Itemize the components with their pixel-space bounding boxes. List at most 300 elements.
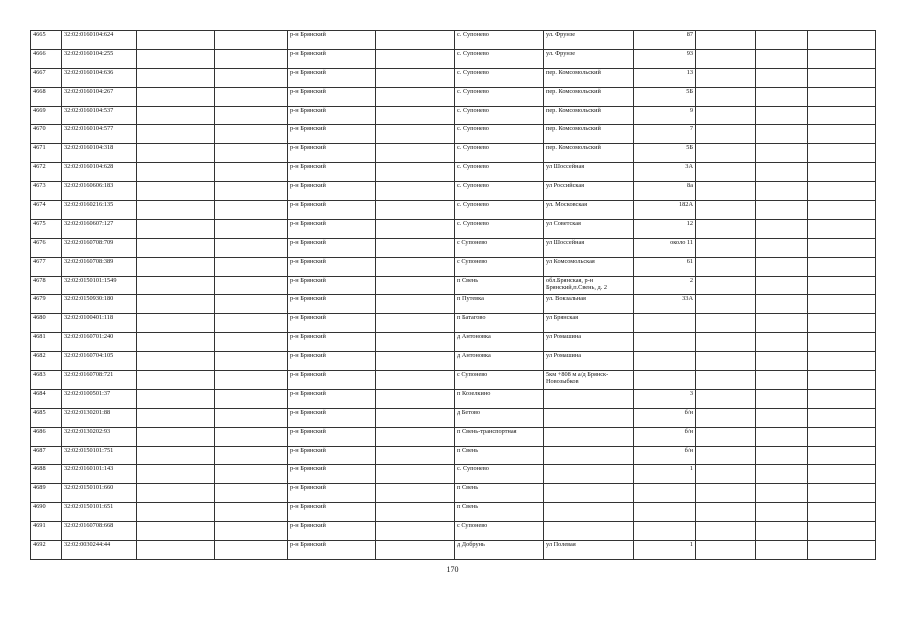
empty-cell bbox=[215, 408, 288, 427]
cadastral-number-cell: 32:02:0160104:624 bbox=[62, 31, 137, 50]
cadastral-number-cell: 32:02:0160104:267 bbox=[62, 87, 137, 106]
empty-cell bbox=[376, 503, 455, 522]
house-number-cell: 3 bbox=[634, 389, 696, 408]
empty-cell bbox=[376, 31, 455, 50]
row-number-cell: 4685 bbox=[31, 408, 62, 427]
street-cell bbox=[544, 427, 634, 446]
empty-cell bbox=[756, 408, 808, 427]
empty-cell bbox=[756, 314, 808, 333]
table-row bbox=[31, 163, 876, 182]
row-number-cell: 4669 bbox=[31, 106, 62, 125]
empty-cell bbox=[808, 125, 876, 144]
street-cell: ул Шоссейная bbox=[544, 238, 634, 257]
district-cell: р-н Брянский bbox=[288, 144, 376, 163]
empty-cell bbox=[756, 295, 808, 314]
empty-cell bbox=[376, 389, 455, 408]
empty-cell bbox=[756, 446, 808, 465]
cadastral-number-cell: 32:02:0160104:636 bbox=[62, 68, 137, 87]
empty-cell bbox=[756, 163, 808, 182]
empty-cell bbox=[376, 238, 455, 257]
empty-cell bbox=[808, 68, 876, 87]
street-cell: ул Ромашина bbox=[544, 333, 634, 352]
empty-cell bbox=[137, 522, 215, 541]
district-cell: р-н Брянский bbox=[288, 276, 376, 295]
empty-cell bbox=[137, 257, 215, 276]
district-cell: р-н Брянский bbox=[288, 352, 376, 371]
street-cell: ул Российская bbox=[544, 182, 634, 201]
empty-cell bbox=[696, 238, 756, 257]
empty-cell bbox=[808, 106, 876, 125]
table-row bbox=[31, 295, 876, 314]
locality-cell: с. Супонево bbox=[455, 125, 544, 144]
cadastral-number-cell: 32:02:0160104:628 bbox=[62, 163, 137, 182]
empty-cell bbox=[215, 503, 288, 522]
row-number-cell: 4673 bbox=[31, 182, 62, 201]
empty-cell bbox=[215, 427, 288, 446]
page-number: 170 bbox=[446, 565, 459, 574]
table-row bbox=[31, 541, 876, 560]
empty-cell bbox=[376, 49, 455, 68]
table-row bbox=[31, 144, 876, 163]
empty-cell bbox=[756, 503, 808, 522]
empty-cell bbox=[696, 333, 756, 352]
street-cell: пер. Комсомольский bbox=[544, 87, 634, 106]
locality-cell: с Супонево bbox=[455, 257, 544, 276]
empty-cell bbox=[696, 352, 756, 371]
house-number-cell: 7 bbox=[634, 125, 696, 144]
empty-cell bbox=[756, 144, 808, 163]
empty-cell bbox=[696, 106, 756, 125]
house-number-cell: б/н bbox=[634, 408, 696, 427]
empty-cell bbox=[137, 408, 215, 427]
empty-cell bbox=[376, 219, 455, 238]
cadastral-number-cell: 32:02:0160701:240 bbox=[62, 333, 137, 352]
locality-cell: с. Супонево bbox=[455, 201, 544, 220]
row-number-cell: 4671 bbox=[31, 144, 62, 163]
empty-cell bbox=[376, 314, 455, 333]
row-number-cell: 4670 bbox=[31, 125, 62, 144]
empty-cell bbox=[808, 163, 876, 182]
row-number-cell: 4675 bbox=[31, 219, 62, 238]
street-cell bbox=[544, 484, 634, 503]
empty-cell bbox=[808, 276, 876, 295]
locality-cell: п Путевка bbox=[455, 295, 544, 314]
empty-cell bbox=[137, 352, 215, 371]
empty-cell bbox=[808, 238, 876, 257]
row-number-cell: 4682 bbox=[31, 352, 62, 371]
locality-cell: с. Супонево bbox=[455, 163, 544, 182]
table-row bbox=[31, 446, 876, 465]
street-cell: ул Советская bbox=[544, 219, 634, 238]
house-number-cell: около 11 bbox=[634, 238, 696, 257]
table-row bbox=[31, 87, 876, 106]
empty-cell bbox=[808, 49, 876, 68]
empty-cell bbox=[808, 465, 876, 484]
empty-cell bbox=[215, 182, 288, 201]
empty-cell bbox=[696, 427, 756, 446]
row-number-cell: 4676 bbox=[31, 238, 62, 257]
district-cell: р-н Брянский bbox=[288, 31, 376, 50]
locality-cell: с. Супонево bbox=[455, 182, 544, 201]
house-number-cell bbox=[634, 314, 696, 333]
empty-cell bbox=[215, 31, 288, 50]
empty-cell bbox=[215, 163, 288, 182]
empty-cell bbox=[808, 295, 876, 314]
table-row bbox=[31, 314, 876, 333]
empty-cell bbox=[756, 106, 808, 125]
empty-cell bbox=[808, 503, 876, 522]
district-cell: р-н Брянский bbox=[288, 408, 376, 427]
row-number-cell: 4690 bbox=[31, 503, 62, 522]
empty-cell bbox=[137, 541, 215, 560]
empty-cell bbox=[215, 389, 288, 408]
empty-cell bbox=[756, 484, 808, 503]
cadastral-number-cell: 32:02:0160101:143 bbox=[62, 465, 137, 484]
row-number-cell: 4688 bbox=[31, 465, 62, 484]
empty-cell bbox=[215, 87, 288, 106]
empty-cell bbox=[696, 257, 756, 276]
empty-cell bbox=[696, 182, 756, 201]
row-number-cell: 4683 bbox=[31, 371, 62, 390]
street-cell: ул. Вокзальная bbox=[544, 295, 634, 314]
empty-cell bbox=[696, 295, 756, 314]
street-cell bbox=[544, 503, 634, 522]
house-number-cell: 61 bbox=[634, 257, 696, 276]
table-row bbox=[31, 106, 876, 125]
street-cell: ул Шоссейная bbox=[544, 163, 634, 182]
house-number-cell bbox=[634, 333, 696, 352]
row-number-cell: 4666 bbox=[31, 49, 62, 68]
cadastral-number-cell: 32:02:0150101:660 bbox=[62, 484, 137, 503]
empty-cell bbox=[137, 503, 215, 522]
empty-cell bbox=[696, 144, 756, 163]
empty-cell bbox=[137, 446, 215, 465]
district-cell: р-н Брянский bbox=[288, 389, 376, 408]
empty-cell bbox=[808, 314, 876, 333]
empty-cell bbox=[808, 408, 876, 427]
table-row bbox=[31, 125, 876, 144]
district-cell: р-н Брянский bbox=[288, 49, 376, 68]
house-number-cell: б/н bbox=[634, 427, 696, 446]
empty-cell bbox=[215, 465, 288, 484]
street-cell: обл.Брянская, р-н Брянский,п.Свень, д. 2 bbox=[544, 276, 634, 295]
empty-cell bbox=[137, 125, 215, 144]
locality-cell: д Бетово bbox=[455, 408, 544, 427]
empty-cell bbox=[756, 182, 808, 201]
row-number-cell: 4692 bbox=[31, 541, 62, 560]
empty-cell bbox=[808, 371, 876, 390]
house-number-cell: 5Б bbox=[634, 87, 696, 106]
table-row bbox=[31, 276, 876, 295]
row-number-cell: 4686 bbox=[31, 427, 62, 446]
district-cell: р-н Брянский bbox=[288, 465, 376, 484]
table-row bbox=[31, 201, 876, 220]
empty-cell bbox=[756, 371, 808, 390]
district-cell: р-н Брянский bbox=[288, 87, 376, 106]
empty-cell bbox=[756, 238, 808, 257]
district-cell: р-н Брянский bbox=[288, 257, 376, 276]
row-number-cell: 4691 bbox=[31, 522, 62, 541]
street-cell: ул Комсомольская bbox=[544, 257, 634, 276]
cadastral-number-cell: 32:02:0160708:389 bbox=[62, 257, 137, 276]
district-cell: р-н Брянский bbox=[288, 238, 376, 257]
registry-table bbox=[30, 30, 876, 560]
empty-cell bbox=[696, 49, 756, 68]
table-row bbox=[31, 484, 876, 503]
empty-cell bbox=[756, 276, 808, 295]
empty-cell bbox=[808, 87, 876, 106]
cadastral-number-cell: 32:02:0150930:180 bbox=[62, 295, 137, 314]
empty-cell bbox=[215, 352, 288, 371]
empty-cell bbox=[215, 49, 288, 68]
empty-cell bbox=[808, 446, 876, 465]
cadastral-number-cell: 32:02:0150101:751 bbox=[62, 446, 137, 465]
empty-cell bbox=[808, 182, 876, 201]
empty-cell bbox=[137, 219, 215, 238]
district-cell: р-н Брянский bbox=[288, 125, 376, 144]
empty-cell bbox=[756, 333, 808, 352]
empty-cell bbox=[756, 465, 808, 484]
district-cell: р-н Брянский bbox=[288, 314, 376, 333]
row-number-cell: 4674 bbox=[31, 201, 62, 220]
empty-cell bbox=[215, 125, 288, 144]
street-cell bbox=[544, 446, 634, 465]
empty-cell bbox=[756, 541, 808, 560]
street-cell: пер. Комсомольский bbox=[544, 144, 634, 163]
empty-cell bbox=[137, 465, 215, 484]
table-row bbox=[31, 352, 876, 371]
district-cell: р-н Брянский bbox=[288, 295, 376, 314]
empty-cell bbox=[808, 201, 876, 220]
cadastral-number-cell: 32:02:0160104:537 bbox=[62, 106, 137, 125]
house-number-cell: 1 bbox=[634, 541, 696, 560]
empty-cell bbox=[215, 257, 288, 276]
street-cell bbox=[544, 408, 634, 427]
row-number-cell: 4665 bbox=[31, 31, 62, 50]
street-cell bbox=[544, 389, 634, 408]
locality-cell: п Свень bbox=[455, 484, 544, 503]
empty-cell bbox=[696, 446, 756, 465]
empty-cell bbox=[376, 182, 455, 201]
locality-cell: с. Супонево bbox=[455, 465, 544, 484]
empty-cell bbox=[376, 446, 455, 465]
table-row bbox=[31, 371, 876, 390]
locality-cell: д Антоновка bbox=[455, 352, 544, 371]
cadastral-number-cell: 32:02:0160607:127 bbox=[62, 219, 137, 238]
district-cell: р-н Брянский bbox=[288, 163, 376, 182]
empty-cell bbox=[376, 68, 455, 87]
house-number-cell bbox=[634, 503, 696, 522]
empty-cell bbox=[756, 49, 808, 68]
empty-cell bbox=[808, 144, 876, 163]
empty-cell bbox=[137, 87, 215, 106]
cadastral-number-cell: 32:02:0160104:318 bbox=[62, 144, 137, 163]
empty-cell bbox=[215, 541, 288, 560]
row-number-cell: 4687 bbox=[31, 446, 62, 465]
table-row bbox=[31, 238, 876, 257]
empty-cell bbox=[376, 106, 455, 125]
row-number-cell: 4677 bbox=[31, 257, 62, 276]
empty-cell bbox=[215, 484, 288, 503]
district-cell: р-н Брянский bbox=[288, 371, 376, 390]
row-number-cell: 4684 bbox=[31, 389, 62, 408]
house-number-cell: 1 bbox=[634, 465, 696, 484]
empty-cell bbox=[696, 276, 756, 295]
empty-cell bbox=[808, 484, 876, 503]
empty-cell bbox=[808, 257, 876, 276]
street-cell: пер. Комсомольский bbox=[544, 68, 634, 87]
house-number-cell: 3А bbox=[634, 163, 696, 182]
locality-cell: с. Супонево bbox=[455, 144, 544, 163]
street-cell bbox=[544, 465, 634, 484]
cadastral-number-cell: 32:02:0160704:105 bbox=[62, 352, 137, 371]
cadastral-number-cell: 32:02:0100401:118 bbox=[62, 314, 137, 333]
empty-cell bbox=[215, 144, 288, 163]
empty-cell bbox=[696, 163, 756, 182]
cadastral-number-cell: 32:02:0160708:709 bbox=[62, 238, 137, 257]
table-row bbox=[31, 465, 876, 484]
empty-cell bbox=[215, 276, 288, 295]
empty-cell bbox=[215, 219, 288, 238]
locality-cell: с Супонево bbox=[455, 522, 544, 541]
empty-cell bbox=[756, 389, 808, 408]
empty-cell bbox=[137, 49, 215, 68]
empty-cell bbox=[756, 427, 808, 446]
empty-cell bbox=[756, 201, 808, 220]
empty-cell bbox=[376, 257, 455, 276]
empty-cell bbox=[137, 314, 215, 333]
locality-cell: с. Супонево bbox=[455, 31, 544, 50]
empty-cell bbox=[137, 484, 215, 503]
locality-cell: с. Супонево bbox=[455, 68, 544, 87]
empty-cell bbox=[137, 238, 215, 257]
empty-cell bbox=[808, 522, 876, 541]
street-cell: ул. Московская bbox=[544, 201, 634, 220]
locality-cell: п Свень bbox=[455, 446, 544, 465]
locality-cell: д Добрунь bbox=[455, 541, 544, 560]
house-number-cell: 93 bbox=[634, 49, 696, 68]
empty-cell bbox=[215, 106, 288, 125]
table-row bbox=[31, 427, 876, 446]
empty-cell bbox=[808, 427, 876, 446]
district-cell: р-н Брянский bbox=[288, 522, 376, 541]
row-number-cell: 4689 bbox=[31, 484, 62, 503]
house-number-cell: 33А bbox=[634, 295, 696, 314]
district-cell: р-н Брянский bbox=[288, 446, 376, 465]
empty-cell bbox=[137, 144, 215, 163]
locality-cell: п Свень-транспортная bbox=[455, 427, 544, 446]
district-cell: р-н Брянский bbox=[288, 427, 376, 446]
district-cell: р-н Брянский bbox=[288, 68, 376, 87]
empty-cell bbox=[137, 295, 215, 314]
table-row bbox=[31, 182, 876, 201]
empty-cell bbox=[696, 125, 756, 144]
house-number-cell: 12 bbox=[634, 219, 696, 238]
empty-cell bbox=[376, 144, 455, 163]
district-cell: р-н Брянский bbox=[288, 182, 376, 201]
table-row bbox=[31, 31, 876, 50]
empty-cell bbox=[215, 333, 288, 352]
house-number-cell bbox=[634, 522, 696, 541]
street-cell: ул. Фрунзе bbox=[544, 31, 634, 50]
empty-cell bbox=[137, 31, 215, 50]
empty-cell bbox=[696, 68, 756, 87]
empty-cell bbox=[696, 503, 756, 522]
street-cell: ул Полевая bbox=[544, 541, 634, 560]
district-cell: р-н Брянский bbox=[288, 503, 376, 522]
cadastral-number-cell: 32:02:0030244:44 bbox=[62, 541, 137, 560]
empty-cell bbox=[756, 87, 808, 106]
empty-cell bbox=[376, 352, 455, 371]
house-number-cell: 182А bbox=[634, 201, 696, 220]
table-row bbox=[31, 257, 876, 276]
locality-cell: п Свень bbox=[455, 276, 544, 295]
cadastral-number-cell: 32:02:0130201:88 bbox=[62, 408, 137, 427]
empty-cell bbox=[137, 163, 215, 182]
empty-cell bbox=[215, 295, 288, 314]
empty-cell bbox=[376, 333, 455, 352]
house-number-cell: 87 bbox=[634, 31, 696, 50]
empty-cell bbox=[215, 68, 288, 87]
locality-cell: п Свень bbox=[455, 503, 544, 522]
cadastral-number-cell: 32:02:0150101:1549 bbox=[62, 276, 137, 295]
district-cell: р-н Брянский bbox=[288, 541, 376, 560]
empty-cell bbox=[376, 201, 455, 220]
table-row bbox=[31, 522, 876, 541]
empty-cell bbox=[808, 541, 876, 560]
cadastral-number-cell: 32:02:0150101:651 bbox=[62, 503, 137, 522]
house-number-cell bbox=[634, 371, 696, 390]
empty-cell bbox=[376, 371, 455, 390]
row-number-cell: 4668 bbox=[31, 87, 62, 106]
cadastral-number-cell: 32:02:0100501:37 bbox=[62, 389, 137, 408]
empty-cell bbox=[756, 257, 808, 276]
empty-cell bbox=[215, 314, 288, 333]
empty-cell bbox=[808, 389, 876, 408]
empty-cell bbox=[215, 201, 288, 220]
empty-cell bbox=[376, 465, 455, 484]
locality-cell: с. Супонево bbox=[455, 106, 544, 125]
row-number-cell: 4681 bbox=[31, 333, 62, 352]
empty-cell bbox=[376, 427, 455, 446]
locality-cell: п Козелкино bbox=[455, 389, 544, 408]
empty-cell bbox=[696, 484, 756, 503]
house-number-cell: б/н bbox=[634, 446, 696, 465]
empty-cell bbox=[696, 389, 756, 408]
empty-cell bbox=[137, 276, 215, 295]
empty-cell bbox=[376, 276, 455, 295]
district-cell: р-н Брянский bbox=[288, 201, 376, 220]
locality-cell: с Супонево bbox=[455, 238, 544, 257]
empty-cell bbox=[137, 182, 215, 201]
street-cell bbox=[544, 522, 634, 541]
street-cell: пер. Комсомольский bbox=[544, 106, 634, 125]
cadastral-number-cell: 32:02:0160104:577 bbox=[62, 125, 137, 144]
empty-cell bbox=[756, 219, 808, 238]
empty-cell bbox=[137, 333, 215, 352]
house-number-cell: 5Б bbox=[634, 144, 696, 163]
empty-cell bbox=[137, 389, 215, 408]
empty-cell bbox=[756, 522, 808, 541]
empty-cell bbox=[696, 541, 756, 560]
locality-cell: с. Супонево bbox=[455, 87, 544, 106]
table-row bbox=[31, 503, 876, 522]
row-number-cell: 4679 bbox=[31, 295, 62, 314]
empty-cell bbox=[756, 31, 808, 50]
cadastral-number-cell: 32:02:0160606:183 bbox=[62, 182, 137, 201]
locality-cell: д Антоновка bbox=[455, 333, 544, 352]
cadastral-number-cell: 32:02:0130202:93 bbox=[62, 427, 137, 446]
